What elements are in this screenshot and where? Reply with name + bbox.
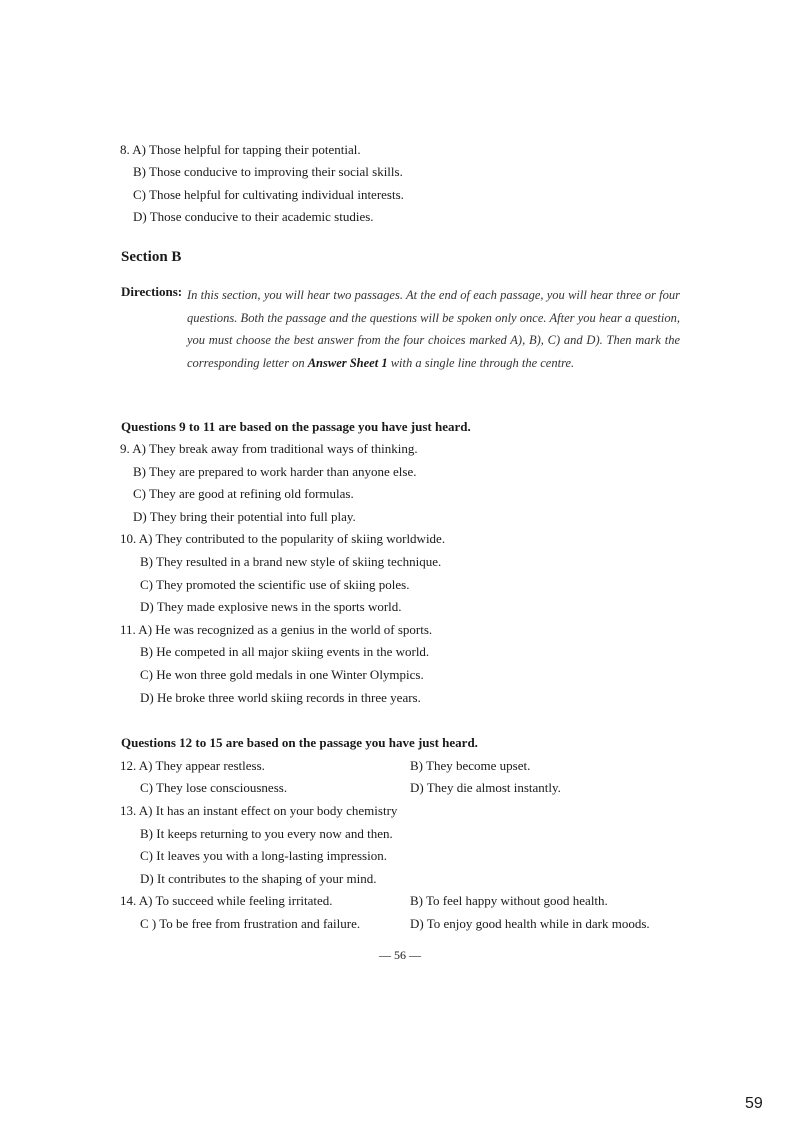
q10-option-c: C) They promoted the scientific use of skiing poles. [140,577,410,592]
q11-option-c: C) He won three gold medals in one Winter Olympics. [140,667,424,682]
q14-option-c: C ) To be free from frustration and failure. [140,916,361,931]
q14-option-a: 14. A) To succeed while feeling irritated. [120,893,333,908]
page-number: — 56 — [379,948,421,962]
q13-option-a: 13. A) It has an instant effect on your body chemistry [120,803,398,818]
directions-text-part1: In this section, you will hear two passages. At the end of each passage, you will hear three or four questions. Both the passage and the questions will be spoken only once. After you hear a question, you must choose the best answer from the four choices marked A), B), C) and D). Then mark the corresponding letter on [187,288,680,370]
section-title: Section B [121,249,182,265]
q10-option-a: 10. A) They contributed to the popularity of skiing worldwide. [120,531,446,546]
q13-option-d: D) It contributes to the shaping of your mind. [140,871,377,886]
answer-sheet-label: Answer Sheet 1 [307,355,388,370]
directions-text [187,284,680,374]
q9-option-a: 9. A) They break away from traditional ways of thinking. [120,441,418,456]
q13-option-b: B) It keeps returning to you every now and then. [140,826,393,841]
q11-option-d: D) He broke three world skiing records in three years. [140,690,421,705]
q9-option-d: D) They bring their potential into full play. [133,509,356,524]
q12-option-b: B) They become upset. [410,758,531,773]
directions-text-part2: with a single line through the centre. [387,355,575,370]
q8-option-b: B) Those conducive to improving their social skills. [133,164,403,179]
q9-option-b: B) They are prepared to work harder than anyone else. [133,464,417,479]
outer-page-number: 59 [745,1095,763,1112]
q8-option-a: 8. A) Those helpful for tapping their potential. [120,142,361,157]
q8-option-d: D) Those conducive to their academic studies. [133,209,374,224]
q14-option-b: B) To feel happy without good health. [410,893,608,908]
q12-option-c: C) They lose consciousness. [140,780,288,795]
q10-option-b: B) They resulted in a brand new style of skiing technique. [140,554,442,569]
q12-option-a: 12. A) They appear restless. [120,758,265,773]
q8-option-c: C) Those helpful for cultivating individual interests. [133,187,404,202]
q11-option-b: B) He competed in all major skiing events in the world. [140,644,430,659]
q12-option-d: D) They die almost instantly. [410,780,561,795]
q9-option-c: C) They are good at refining old formulas. [133,486,354,501]
q13-option-c: C) It leaves you with a long-lasting impression. [140,848,387,863]
q11-option-a: 11. A) He was recognized as a genius in the world of sports. [120,622,433,637]
directions-label: Directions: [121,284,183,299]
group1-heading: Questions 9 to 11 are based on the passage you have just heard. [121,419,471,434]
group2-heading: Questions 12 to 15 are based on the passage you have just heard. [121,735,478,750]
q10-option-d: D) They made explosive news in the sports world. [140,599,402,614]
q14-option-d: D) To enjoy good health while in dark moods. [410,916,650,931]
